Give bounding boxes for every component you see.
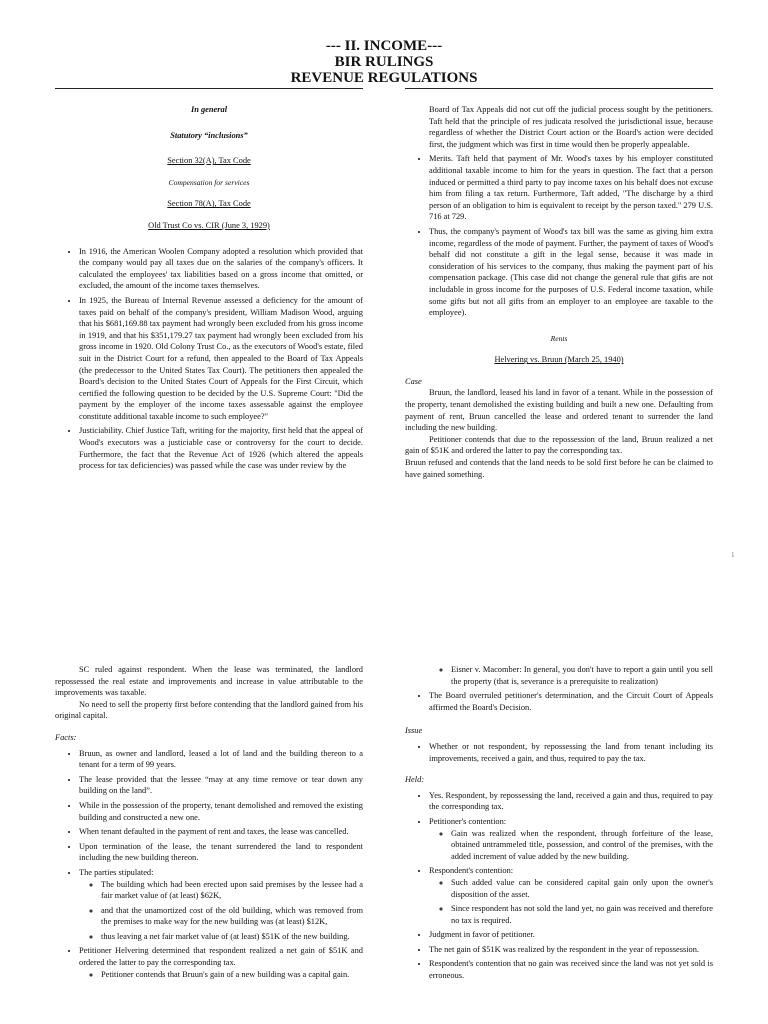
continuation-paragraph: Board of Tax Appeals did not cut off the judicial process sought by the petitioners. Taft held that the principle of res judicata resolved the jurisdictional issue, because regardless of whether the District Court action or the Board's action were decided first, the judgment which was first in time would then be properly appealable. bbox=[429, 105, 713, 149]
old-colony-bullets-continued bbox=[405, 153, 713, 318]
list-item: • In 1916, the American Woolen Company adopted a resolution which provided that the company would pay all taxes due on the salaries of the company's officers. It calculated the employees' tax liabilities based on a gross income that omitted, or excluded, the amount of the income taxes themselves. bbox=[79, 246, 363, 292]
petitioner-subbullets bbox=[79, 969, 363, 981]
header-rule-left bbox=[55, 88, 363, 89]
list-item bbox=[429, 816, 713, 862]
list-item: • Judgment in favor of petitioner. bbox=[429, 929, 713, 941]
label-issue: Issue bbox=[405, 726, 423, 736]
respondent-contention-label: Respondent's contention: bbox=[429, 866, 514, 876]
right-bottom-column bbox=[405, 664, 713, 985]
label-held: Held: bbox=[405, 775, 425, 785]
case-paragraph-2: Petitioner contends that due to the repossession of the land, Bruun realized a net gain of $51K and ordered the latter to pay the corresponding tax. bbox=[405, 434, 713, 456]
list-item: ◦ thus leaving a net fair market value of (at least) $51K of the new building. bbox=[101, 931, 363, 943]
held-bullets bbox=[405, 790, 713, 982]
list-item: ◦ Eisner v. Macomber: In general, you don't have to report a gain until you sell the property (that is, severance is a prerequisite to realization) bbox=[451, 664, 713, 687]
stipulated-label: The parties stipulated: bbox=[79, 867, 154, 877]
list-item: • Respondent's contention that no gain was received since the land was not yet sold is erroneous. bbox=[429, 958, 713, 981]
label-case: Case bbox=[405, 376, 422, 386]
list-item: ◦ Petitioner contends that Bruun's gain of a new building was a capital gain. bbox=[101, 969, 363, 981]
list-item: • Thus, the company's payment of Wood's tax bill was the same as giving him extra income, regardless of the mode of payment. Further, the payment of taxes of Wood's behalf did not constitute a gift in the legal sense, because it was made in consideration of his services to the company, thus making the payment part of his compensation package. (This case did not change the general rule that gifts are not includable in gross income for the purposes of U.S. Federal income taxation, while some gifts but not all gifts from an employer to an employee are taxable to the employee). bbox=[429, 226, 713, 319]
petitioner-contention-subbullets bbox=[429, 828, 713, 863]
right-top-column bbox=[405, 104, 713, 480]
header-rule-right bbox=[405, 88, 713, 89]
page-number: 1 bbox=[731, 551, 735, 559]
list-item bbox=[429, 664, 713, 687]
eisner-subbullets bbox=[429, 664, 713, 687]
list-item: • Yes. Respondent, by repossessing the land, received a gain and thus, required to pay the corresponding tax. bbox=[429, 790, 713, 813]
header-title-3: REVENUE REGULATIONS bbox=[290, 70, 478, 86]
list-item: • The net gain of $51K was realized by the respondent in the year of repossession. bbox=[429, 944, 713, 956]
list-item bbox=[429, 865, 713, 926]
old-colony-bullets bbox=[55, 246, 363, 472]
case-title-old-colony: Old Trust Co vs. CIR (June 3, 1929) bbox=[148, 220, 270, 230]
no-sale-paragraph: No need to sell the property first before contending that the landlord gained from his original capital. bbox=[55, 699, 363, 721]
case-paragraph-3: Bruun refused and contends that the land needs to be sold first before he can be claimed to have gained something. bbox=[405, 458, 713, 479]
list-item bbox=[79, 867, 363, 943]
list-item bbox=[79, 945, 363, 980]
list-item: ◦ and that the unamortized cost of the old building, which was removed from the premises to make way for the new building was (at least) $12K, bbox=[101, 905, 363, 928]
heading-general: In general bbox=[190, 105, 228, 114]
list-item: • In 1925, the Bureau of Internal Revenue assessed a deficiency for the amount of taxes paid on behalf of the company's president, William Madison Wood, arguing that his $681,169.88 tax payment had wrongly been excluded from his gross income in 1919, and that his $351,179.27 tax payment had wrongly been excluded from his gross income in 1920. Old Colony Trust Co., as the executors of Wood's estate, filed suit in the District Court for a refund, then appealed to the Board of Tax Appeals (the predecessor to the United States Tax Court). The petitioners then appealed the Board's decision to the United States Court of Appeals for the First Circuit, which certified the following question to be decided by the U.S. Supreme Court: "Did the payment by the employer of the income taxes assessable against the employee constitute additional taxable income to such employee?" bbox=[79, 295, 363, 423]
ruling-paragraph: SC ruled against respondent. When the lease was terminated, the landlord repossessed the real estate and improvements and increase in value attributable to the improvements was taxable. bbox=[55, 665, 363, 698]
heading-compensation: Compensation for services bbox=[168, 177, 250, 187]
eisner-wrapper bbox=[405, 664, 713, 713]
list-item: • Bruun, as owner and landlord, leased a lot of land and the building thereon to a tenant for a term of 99 years. bbox=[79, 748, 363, 771]
list-item: ◦ Gain was realized when the respondent, through forfeiture of the lease, obtained untrammeled title, possession, and control of the premises, with the added increment of value added by the new building. bbox=[451, 828, 713, 863]
stipulation-subbullets bbox=[79, 879, 363, 943]
heading-section-32: Section 32(A), Tax Code bbox=[167, 156, 251, 166]
petitioner-contention-label: Petitioner's contention: bbox=[429, 816, 507, 826]
header-title-2: BIR RULINGS bbox=[334, 54, 434, 70]
facts-bullets bbox=[55, 748, 363, 981]
heading-rents: Rents bbox=[550, 333, 568, 343]
list-item: ◦ Since respondent has not sold the land yet, no gain was received and therefore no tax is required. bbox=[451, 903, 713, 926]
list-item: • Justiciability. Chief Justice Taft, writing for the majority, first held that the appeal of Wood's executors was a justiciable case or controversy for the court to decide. Furthermore, the fact that the Revenue Act of 1926 (which altered the appeals process for tax deficiencies) was passed while the case was under review by the bbox=[79, 425, 363, 471]
heading-section-78: Section 78(A), Tax Code bbox=[167, 199, 251, 209]
issue-bullets bbox=[405, 741, 713, 764]
header-title-1: --- II. INCOME--- bbox=[325, 38, 443, 54]
list-item: • While in the possession of the property, tenant demolished and removed the existing building and constructed a new one. bbox=[79, 800, 363, 823]
list-item: • The lease provided that the lessee “may at any time remove or tear down any building on the land”. bbox=[79, 774, 363, 797]
heading-inclusions: Statutory “inclusions” bbox=[170, 130, 248, 140]
list-item: • Merits. Taft held that payment of Mr. Wood's taxes by his employer constituted additional taxable income to him for the years in question. The fact that a person induced or permitted a third party to pay income taxes on his behalf does not excuse him from filing a tax return. Furthermore, Taft added, "The discharge by a third person of an obligation to him is equivalent to receipt by the person taxed." 279 U.S. 716 at 729. bbox=[429, 153, 713, 223]
list-item: • The Board overruled petitioner's determination, and the Circuit Court of Appeals affirmed the Board's Decision. bbox=[429, 690, 713, 713]
list-item: ◦ The building which had been erected upon said premises by the lessee had a fair market value of (at least) $62K, bbox=[101, 879, 363, 902]
left-top-column bbox=[55, 104, 363, 475]
left-bottom-column bbox=[55, 664, 363, 983]
list-item: • Upon termination of the lease, the tenant surrendered the land to respondent including the new building thereon. bbox=[79, 841, 363, 864]
list-item: • Whether or not respondent, by repossessing the land from tenant including its improvements, received a gain, and thus, required to pay the tax. bbox=[429, 741, 713, 764]
case-paragraph-1: Bruun, the landlord, leased his land in favor of a tenant. While in the possession of the property, tenant demolished the existing building and built a new one. Defaulting from payment of rent, Bruun cancelled the lease and ordered tenant to surrender the land including the new building. bbox=[405, 388, 713, 433]
case-title-helvering: Helvering vs. Bruun (March 25, 1940) bbox=[494, 355, 624, 365]
respondent-contention-subbullets bbox=[429, 877, 713, 926]
petitioner-determination: Petitioner Helvering determined that respondent realized a net gain of $51K and ordered the latter to pay the corresponding tax. bbox=[79, 946, 363, 968]
list-item: • When tenant defaulted in the payment of rent and taxes, the lease was cancelled. bbox=[79, 826, 363, 838]
list-item: ◦ Such added value can be considered capital gain only upon the owner's disposition of the asset. bbox=[451, 877, 713, 900]
label-facts: Facts: bbox=[55, 732, 77, 742]
